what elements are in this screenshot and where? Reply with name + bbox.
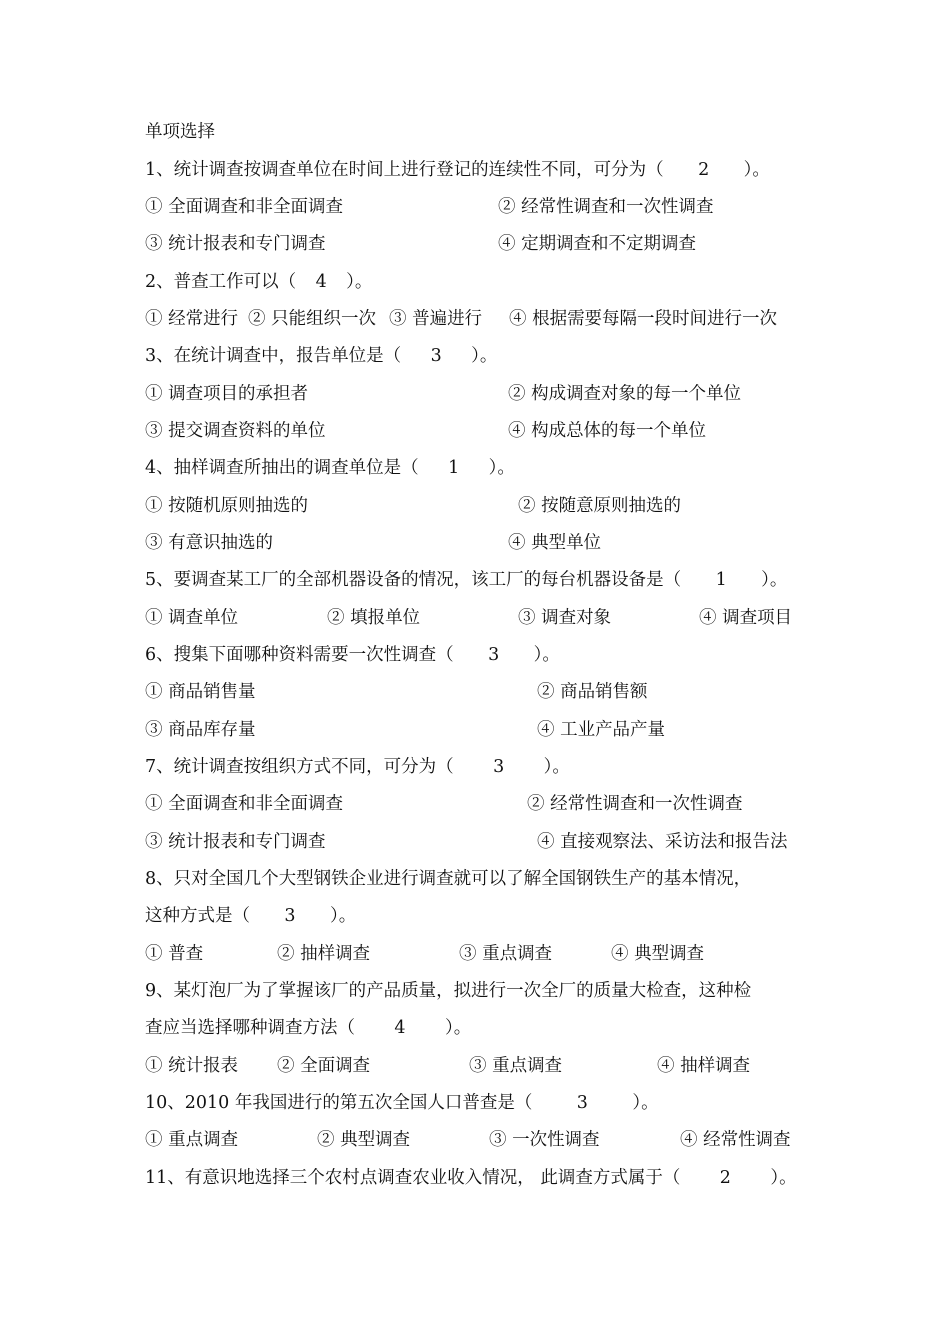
question-stem xyxy=(145,562,815,598)
option-row xyxy=(145,674,815,710)
option-row xyxy=(145,824,815,860)
answer-value: 3 xyxy=(488,645,500,665)
answer-value: 3 xyxy=(284,906,296,926)
option: ② 典型调查 xyxy=(317,1130,411,1150)
answer-value: 2 xyxy=(719,1168,731,1188)
stem-text: 5、要调查某工厂的全部机器设备的情况，该工厂的每台机器设备是（ xyxy=(145,570,682,590)
option: ③ 普遍进行 xyxy=(389,309,483,329)
question-stem xyxy=(145,450,815,486)
option-row xyxy=(145,226,815,262)
answer-value: 4 xyxy=(394,1018,406,1038)
option-row xyxy=(145,1048,815,1084)
answer-value: 4 xyxy=(315,272,327,292)
option: ① 商品销售量 xyxy=(145,682,256,702)
option: ③ 调查对象 xyxy=(518,608,612,628)
question-stem xyxy=(145,1085,815,1121)
option: ④ 抽样调查 xyxy=(657,1056,751,1076)
option: ① 调查单位 xyxy=(145,608,239,628)
option: ② 填报单位 xyxy=(327,608,421,628)
option: ③ 有意识抽选的 xyxy=(145,533,274,553)
option: ① 经常进行 xyxy=(145,309,239,329)
stem-text: 7、统计调查按组织方式不同，可分为（ xyxy=(145,757,454,777)
question-stem: 8、只对全国几个大型钢铁企业进行调查就可以了解全国钢铁生产的基本情况， xyxy=(145,869,752,889)
answer-value: 1 xyxy=(448,458,460,478)
option: ④ 工业产品产量 xyxy=(537,720,666,740)
stem-text: 11、有意识地选择三个农村点调查农业收入情况， 此调查方式属于（ xyxy=(145,1168,681,1188)
question-stem-continued xyxy=(145,1010,815,1046)
answer-value: 3 xyxy=(493,757,505,777)
question-stem: 9、某灯泡厂为了掌握该厂的产品质量，拟进行一次全厂的质量大检查，这种检 xyxy=(145,981,752,1001)
option: ④ 典型调查 xyxy=(611,944,705,964)
option: ② 构成调查对象的每一个单位 xyxy=(508,384,742,404)
answer-value: 3 xyxy=(576,1093,588,1113)
option-row xyxy=(145,525,815,561)
option-row xyxy=(145,936,815,972)
question-stem xyxy=(145,264,815,300)
option: ④ 调查项目 xyxy=(699,608,793,628)
option: ② 经常性调查和一次性调查 xyxy=(498,197,714,217)
option: ① 重点调查 xyxy=(145,1130,239,1150)
answer-value: 1 xyxy=(715,570,727,590)
option: ② 商品销售额 xyxy=(537,682,648,702)
option: ① 全面调查和非全面调查 xyxy=(145,197,344,217)
option: ③ 统计报表和专门调查 xyxy=(145,832,326,852)
stem-text: 1、统计调查按调查单位在时间上进行登记的连续性不同，可分为（ xyxy=(145,160,664,180)
stem-tail: ）。 xyxy=(346,272,373,292)
question-stem xyxy=(145,1160,815,1196)
option: ④ 直接观察法、采访法和报告法 xyxy=(537,832,788,852)
option: ③ 一次性调查 xyxy=(489,1130,600,1150)
stem-tail: ）。 xyxy=(770,1168,797,1188)
option-row xyxy=(145,301,815,337)
stem-tail: ）。 xyxy=(488,458,515,478)
option: ④ 构成总体的每一个单位 xyxy=(508,421,707,441)
question-stem xyxy=(145,338,815,374)
stem-text: 10、2010 年我国进行的第五次全国人口普查是（ xyxy=(145,1093,533,1113)
option-row xyxy=(145,786,815,822)
question-stem xyxy=(145,637,815,673)
option-row xyxy=(145,600,815,636)
stem-tail: ）。 xyxy=(761,570,788,590)
stem-tail: ）。 xyxy=(445,1018,472,1038)
answer-value: 3 xyxy=(430,346,442,366)
question-stem xyxy=(145,152,815,188)
option: ① 普查 xyxy=(145,944,204,964)
option: ④ 典型单位 xyxy=(508,533,602,553)
stem-tail: ）。 xyxy=(471,346,498,366)
answer-value: 2 xyxy=(698,160,710,180)
stem-tail: ）。 xyxy=(543,757,570,777)
stem-text: 2、普查工作可以（ xyxy=(145,272,297,292)
section-title: 单项选择 xyxy=(145,122,215,142)
question-stem-continued xyxy=(145,898,815,934)
stem-tail: ）。 xyxy=(533,645,560,665)
option-row xyxy=(145,413,815,449)
option: ③ 商品库存量 xyxy=(145,720,256,740)
stem-tail: ）。 xyxy=(743,160,770,180)
option: ② 抽样调查 xyxy=(277,944,371,964)
stem-text: 这种方式是（ xyxy=(145,906,250,926)
stem-text: 3、在统计调查中，报告单位是（ xyxy=(145,346,402,366)
stem-text: 4、抽样调查所抽出的调查单位是（ xyxy=(145,458,419,478)
stem-tail: ）。 xyxy=(632,1093,659,1113)
option-row xyxy=(145,189,815,225)
stem-tail: ）。 xyxy=(330,906,357,926)
option: ③ 提交调查资料的单位 xyxy=(145,421,326,441)
option: ① 统计报表 xyxy=(145,1056,239,1076)
option: ③ 重点调查 xyxy=(459,944,553,964)
option-row xyxy=(145,712,815,748)
option: ② 按随意原则抽选的 xyxy=(518,496,682,516)
stem-text: 6、搜集下面哪种资料需要一次性调查（ xyxy=(145,645,454,665)
option-row xyxy=(145,488,815,524)
option: ③ 统计报表和专门调查 xyxy=(145,234,326,254)
option: ① 按随机原则抽选的 xyxy=(145,496,309,516)
option-row xyxy=(145,1122,815,1158)
option: ② 经常性调查和一次性调查 xyxy=(527,794,743,814)
stem-text: 查应当选择哪种调查方法（ xyxy=(145,1018,355,1038)
option: ④ 定期调查和不定期调查 xyxy=(498,234,697,254)
option: ② 只能组织一次 xyxy=(248,309,377,329)
option: ③ 重点调查 xyxy=(469,1056,563,1076)
option: ④ 经常性调查 xyxy=(680,1130,791,1150)
option: ① 全面调查和非全面调查 xyxy=(145,794,344,814)
question-stem xyxy=(145,749,815,785)
option: ① 调查项目的承担者 xyxy=(145,384,309,404)
option: ④ 根据需要每隔一段时间进行一次 xyxy=(509,309,778,329)
option-row xyxy=(145,376,815,412)
option: ② 全面调查 xyxy=(277,1056,371,1076)
